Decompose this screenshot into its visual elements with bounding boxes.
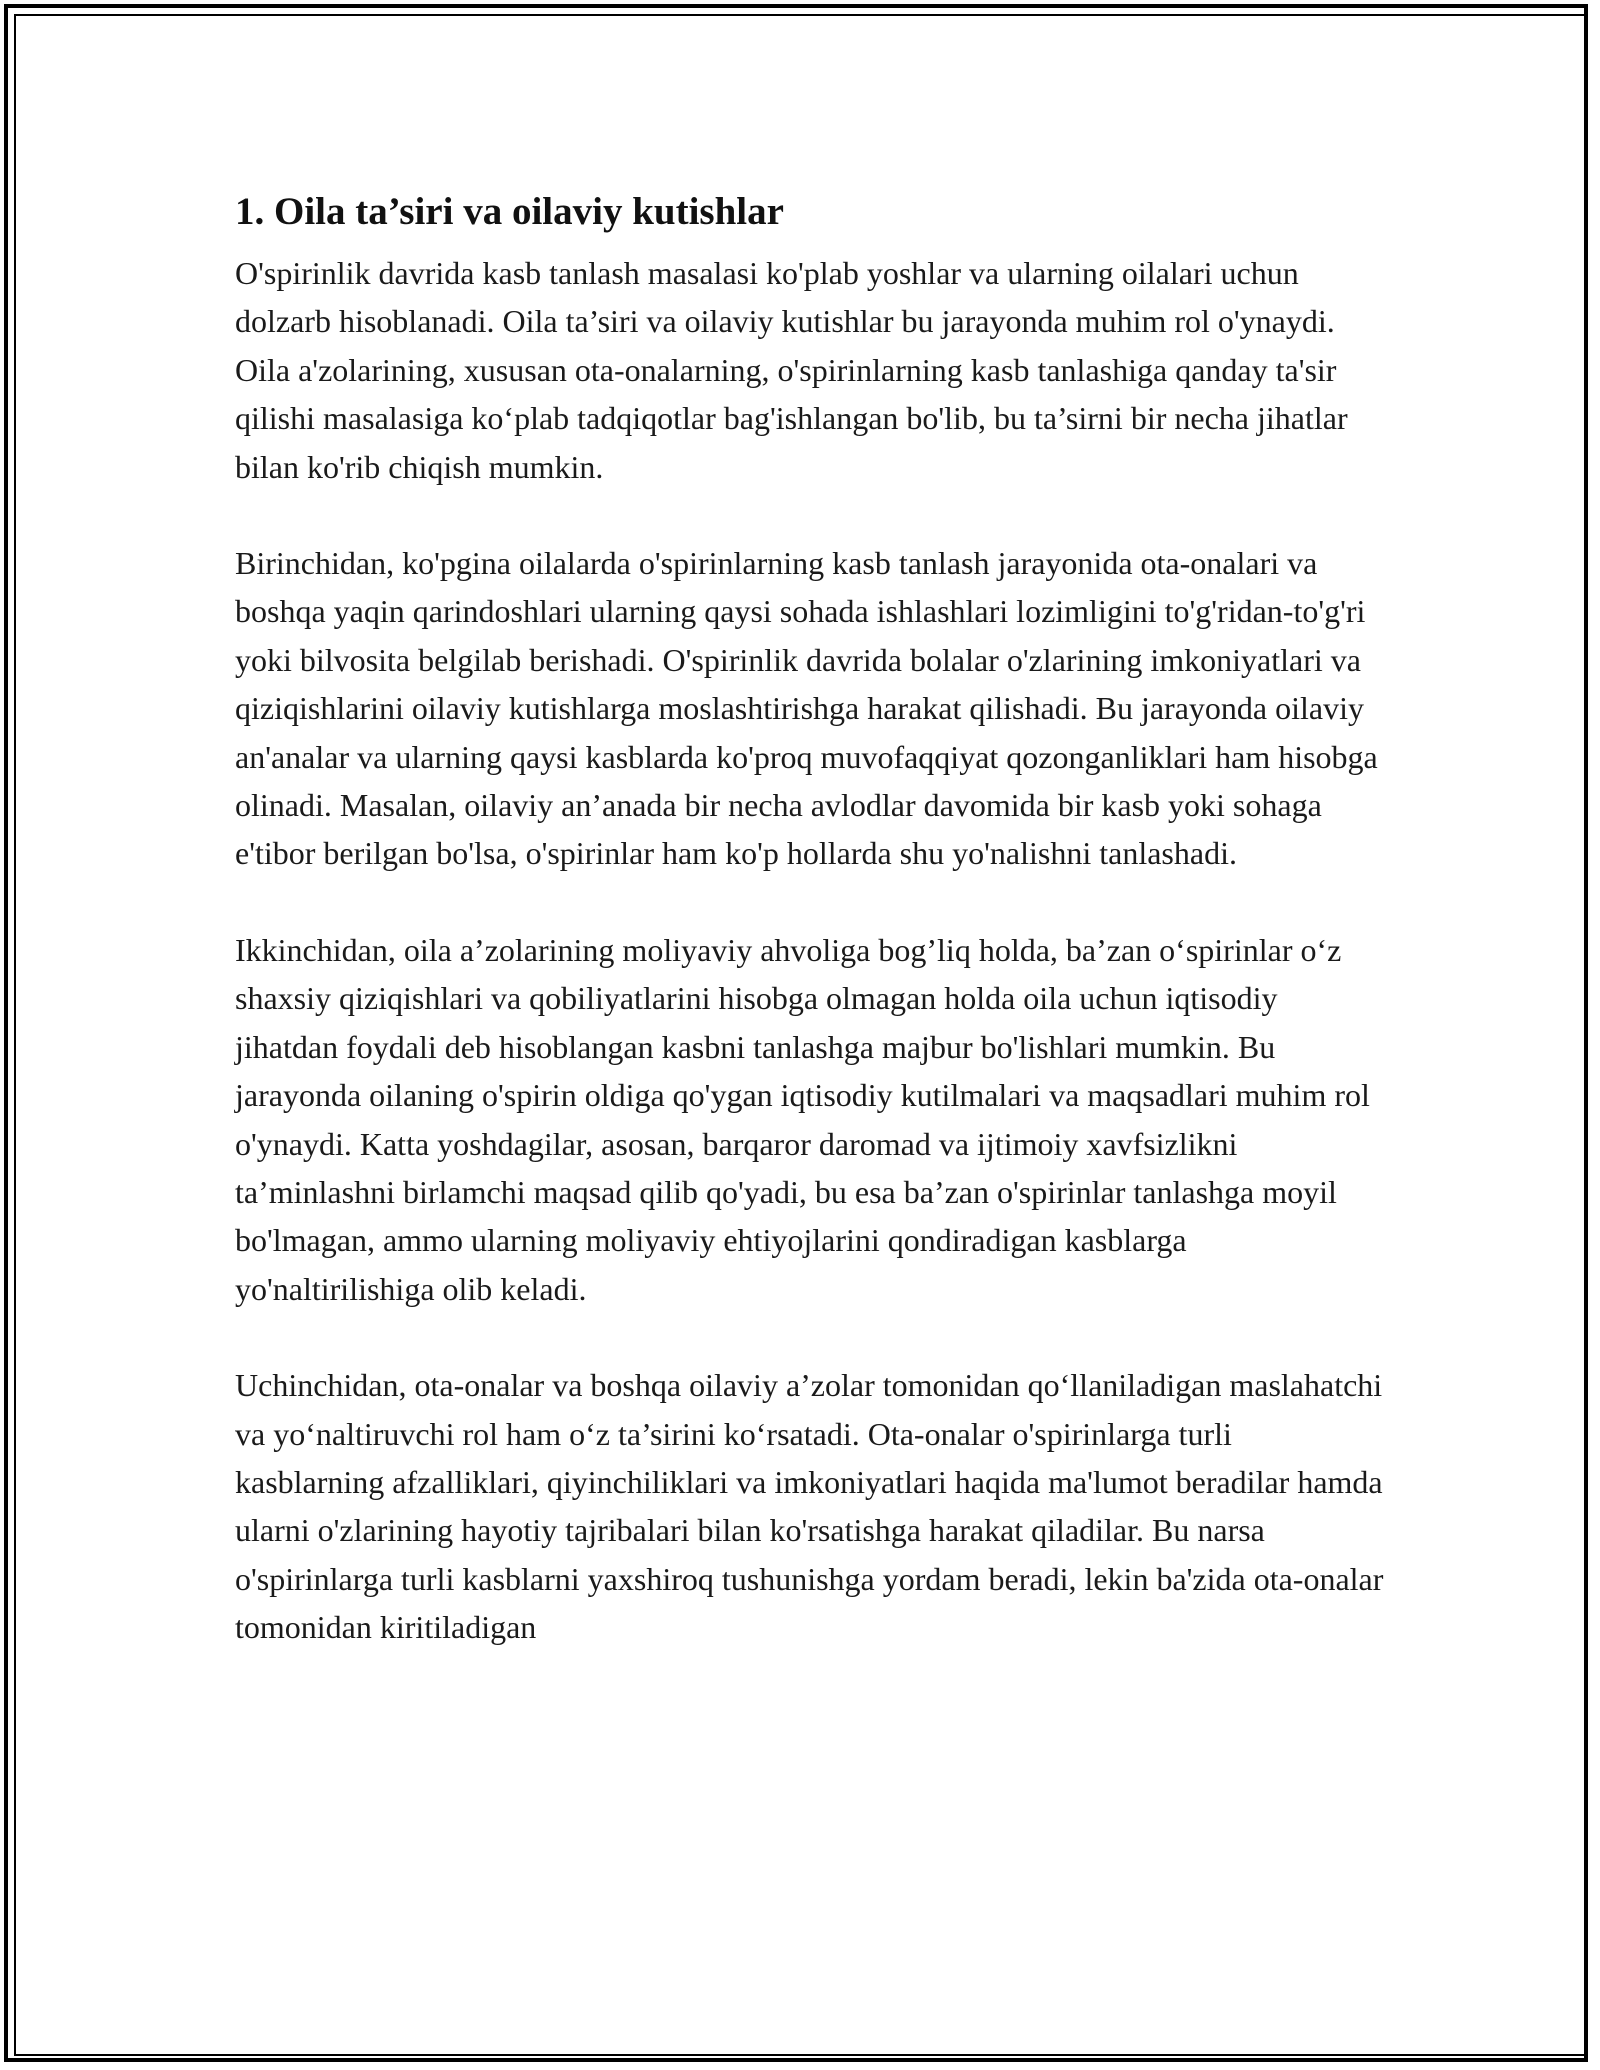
paragraph-3: Ikkinchidan, oila a’zolarining moliyaviy ahvoliga bog’liq holda, ba’zan o‘spirinlar o‘z shaxsiy qiziqishlari va qobiliyatlarini hisobga olmagan holda oila uchun iqtisodiy jihatdan foydali deb hisoblangan kasbni tanlashga majbur bo'lishlari mumkin. Bu jarayonda oilaning o'spirin oldiga qo'ygan iqtisodiy kutilmalari va maqsadlari muhim rol o'ynaydi. Katta yoshdagilar, asosan, barqaror daromad va ijtimoiy xavfsizlikni ta’minlashni birlamchi maqsad qilib qo'yadi, bu esa ba’zan o'spirinlar tanlashga moyil bo'lmagan, ammo ularning moliyaviy ehtiyojlarini qondiradigan kasblarga yo'naltirilishiga olib keladi.: [235, 931, 1370, 1307]
paragraph-2: Birinchidan, ko'pgina oilalarda o'spirinlarning kasb tanlash jarayonida ota-onalari va boshqa yaqin qarindoshlari ularning qaysi sohada ishlashlari lozimligini to'g'ridan-to'g'ri yoki bilvosita belgilab berishadi. O'spirinlik davrida bolalar o'zlarining imkoniyatlari va qiziqishlarini oilaviy kutishlarga moslashtirishga harakat qilishadi. Bu jarayonda oilaviy an'analar va ularning qaysi kasblarda ko'proq muvofaqqiyat qozonganliklari ham hisobga olinadi. Masalan, oilaviy an’anada bir necha avlodlar davomida bir kasb yoki sohaga e'tibor berilgan bo'lsa, o'spirinlar ham ko'p hollarda shu yo'nalishni tanlashadi.: [235, 545, 1378, 872]
paragraph-4: Uchinchidan, ota-onalar va boshqa oilaviy a’zolar tomonidan qo‘llaniladigan maslahatchi va yo‘naltiruvchi rol ham o‘z ta’sirini ko‘rsatadi. Ota-onalar o'spirinlarga turli kasblarning afzalliklari, qiyinchiliklari va imkoniyatlari haqida ma'lumot beradilar hamda ularni o'zlarining hayotiy tajribalari bilan ko'rsatishga harakat qiladilar. Bu narsa o'spirinlarga turli kasblarni yaxshiroq tushunishga yordam beradi, lekin ba'zida ota-onalar tomonidan kiritiladigan: [235, 1367, 1384, 1646]
paragraph-1: O'spirinlik davrida kasb tanlash masalasi ko'plab yoshlar va ularning oilalari uchun dolzarb hisoblanadi. Oila ta’siri va oilaviy kutishlar bu jarayonda muhim rol o'ynaydi. Oila a'zolarining, xususan ota-onalarning, o'spirinlarning kasb tanlashiga qanday ta'sir qilishi masalasiga ko‘plab tadqiqotlar bag'ishlangan bo'lib, bu ta’sirni bir necha jihatlar bilan ko'rib chiqish mumkin.: [235, 255, 1348, 485]
document-body: [235, 185, 1385, 1700]
section-heading: 1. Oila ta’siri va oilaviy kutishlar: [235, 190, 784, 233]
